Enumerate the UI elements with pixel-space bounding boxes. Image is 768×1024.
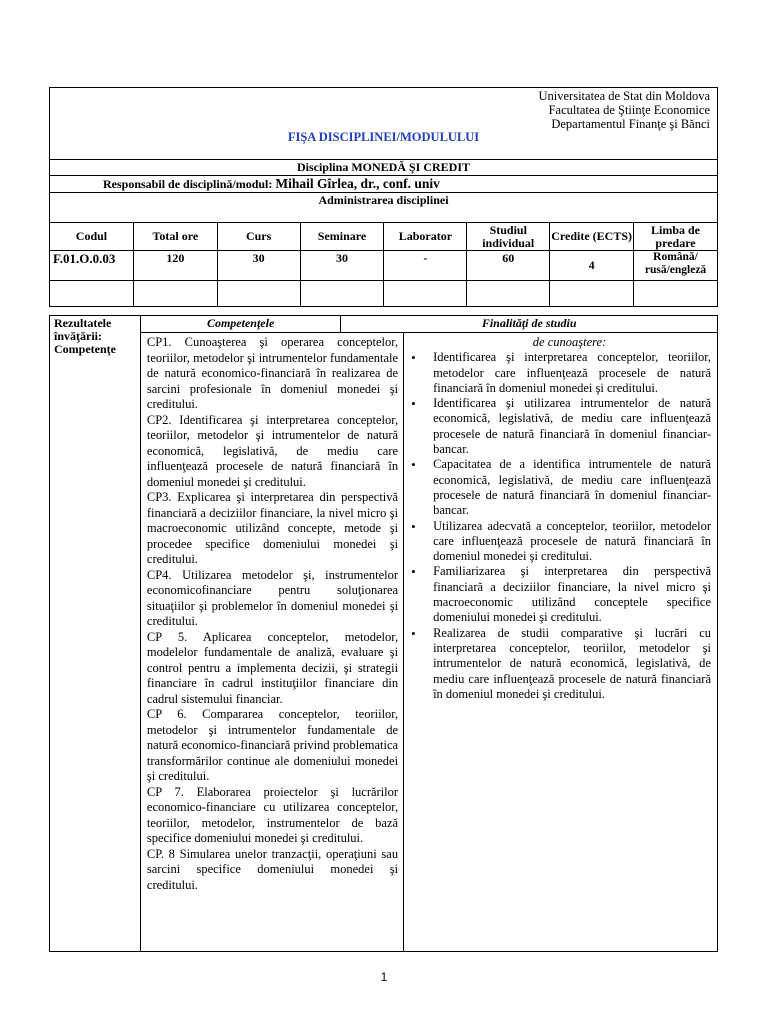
value-codul: F.01.O.0.03 bbox=[50, 251, 134, 281]
competence-item: CP 5. Aplicarea conceptelor, metodelor, modelelor fundamentale de analiză, evaluare şi control pentru a implementa decizii, şi strategii financiare în cadrul instituţiilor financiare din cadrul sistemului financiar. bbox=[146, 629, 399, 706]
empty-cell bbox=[50, 281, 134, 307]
finality-item: • Utilizarea adecvată a conceptelor, teoriilor, metodelor care influenţează procesele de natură financiară în domeniul monedei şi creditului. bbox=[408, 519, 711, 565]
competences-header: Competenţele bbox=[140, 316, 340, 333]
header-studiul-individual: Studiul individual bbox=[467, 223, 550, 251]
value-studiul-individual: 60 bbox=[467, 251, 550, 281]
discipline-label: Disciplina bbox=[296, 160, 349, 174]
finality-item: • Realizarea de studii comparative şi lucrări cu interpretarea conceptelor, teoriilor, metodelor şi intrumentelor de natură economică, legislativă, de mediu care influenţează procesele de natură financiară în domeniul monedei şi creditului. bbox=[408, 626, 711, 702]
discipline-name: MONEDĂ ŞI CREDIT bbox=[351, 160, 471, 174]
finalities-header: Finalităţi de studiu bbox=[341, 316, 718, 333]
page-number: 1 bbox=[380, 970, 388, 984]
competence-item: CP 7. Elaborarea proiectelor şi lucrărilor economico-financiare cu utilizarea conceptelor, teoriilor, metodelor, instrumentelor de bază specifice domeniului monedei şi creditului. bbox=[146, 784, 399, 845]
university-name: Universitatea de Stat din Moldova bbox=[538, 89, 710, 103]
competence-item: CP3. Explicarea şi interpretarea din perspectivă financiară a deciziilor financiare, la nivel micro şi macroeconomic utilizând concepte, metode şi procedee specifice domeniului monedei şi creditului. bbox=[146, 490, 399, 566]
finality-item: • Identificarea şi utilizarea intrumentelor de natură economică, legislativă, de mediu care influenţează procesele de natură financiară în domeniul financiar-bancar. bbox=[408, 396, 711, 457]
faculty-name: Facultatea de Ştiinţe Economice bbox=[548, 103, 710, 117]
document-title: FIŞA DISCIPLINEI/MODULULUI bbox=[287, 130, 480, 144]
discipline-info-table bbox=[49, 159, 718, 307]
header-laborator: Laborator bbox=[384, 223, 467, 251]
empty-cell bbox=[217, 281, 300, 307]
competences-list bbox=[140, 333, 403, 952]
competence-item: CP 6. Compararea conceptelor, teoriilor, metodelor şi intrumentelor fundamentale de natură economico-financiară privind problematica transformărilor continue ale domeniului monedei şi creditului. bbox=[146, 707, 399, 783]
header-codul: Codul bbox=[50, 223, 134, 251]
responsible-row bbox=[50, 176, 718, 193]
empty-cell bbox=[467, 281, 550, 307]
header-seminare: Seminare bbox=[300, 223, 384, 251]
value-total-ore: 120 bbox=[133, 251, 217, 281]
responsible-name: Mihail Gîrlea, dr., conf. univ bbox=[275, 176, 440, 191]
empty-cell bbox=[133, 281, 217, 307]
competence-item: CP4. Utilizarea metodelor şi, instrumentelor economicofinanciare pentru soluţionarea situaţiilor şi problemelor în domeniul monedei şi creditului. bbox=[146, 567, 399, 628]
empty-cell bbox=[634, 281, 718, 307]
department-name: Departamentul Finanţe şi Bănci bbox=[551, 117, 710, 131]
header-credite: Credite (ECTS) bbox=[550, 223, 634, 251]
finality-item: • Capacitatea de a identifica intrumentele de natură economică, legislativă, de mediu care influenţează procesele de natură financiară în domeniul financiar-bancar. bbox=[408, 457, 711, 518]
responsible-label: Responsabil de disciplină/modul: bbox=[103, 177, 273, 191]
discipline-row bbox=[50, 160, 718, 176]
competences-table bbox=[49, 315, 718, 952]
value-curs: 30 bbox=[217, 251, 300, 281]
empty-cell bbox=[384, 281, 467, 307]
value-seminare: 30 bbox=[300, 251, 384, 281]
empty-cell bbox=[300, 281, 384, 307]
learning-outcomes-label: Rezultatele învăţării: Competenţe bbox=[50, 316, 141, 952]
header-total-ore: Total ore bbox=[133, 223, 217, 251]
finality-item: • Identificarea şi interpretarea conceptelor, teoriilor, metodelor care influenţează procesele de natură financiară în domeniul monedei şi creditului. bbox=[408, 350, 711, 396]
document-header bbox=[49, 87, 718, 160]
value-limba: Română/ rusă/engleză bbox=[634, 251, 718, 281]
finality-item: • Familiarizarea şi interpretarea din perspectivă financiară a deciziilor financiare, la nivel micro şi macroeconomic utilizând conceptele specifice domeniului monedei şi creditului. bbox=[408, 564, 711, 625]
competence-item: CP2. Identificarea şi interpretarea conceptelor, teoriilor, metodelor şi intrumentelor de natură economică, legislativă, de mediu care influenţează procesele de natură financiară în domeniul monedei şi creditului. bbox=[146, 412, 399, 489]
competence-item: CP1. Cunoaşterea şi operarea conceptelor, teoriilor, metodelor şi intrumentelor fundamentale de natură economico-financiară în realizarea de sarcini profesionale în domeniul monedei şi creditului. bbox=[146, 335, 399, 411]
header-curs: Curs bbox=[217, 223, 300, 251]
value-laborator: - bbox=[384, 251, 467, 281]
empty-cell bbox=[550, 281, 634, 307]
finalities-list bbox=[404, 333, 718, 952]
value-credite: 4 bbox=[550, 251, 634, 281]
competence-item: CP. 8 Simularea unelor tranzacţii, operaţiuni sau sarcini specifice domeniului monedei şi creditului. bbox=[146, 846, 399, 892]
header-limba: Limba de predare bbox=[634, 223, 718, 251]
admin-section-title: Administrarea disciplinei bbox=[50, 193, 718, 223]
finalities-subtitle: de cunoaştere: bbox=[532, 335, 607, 349]
